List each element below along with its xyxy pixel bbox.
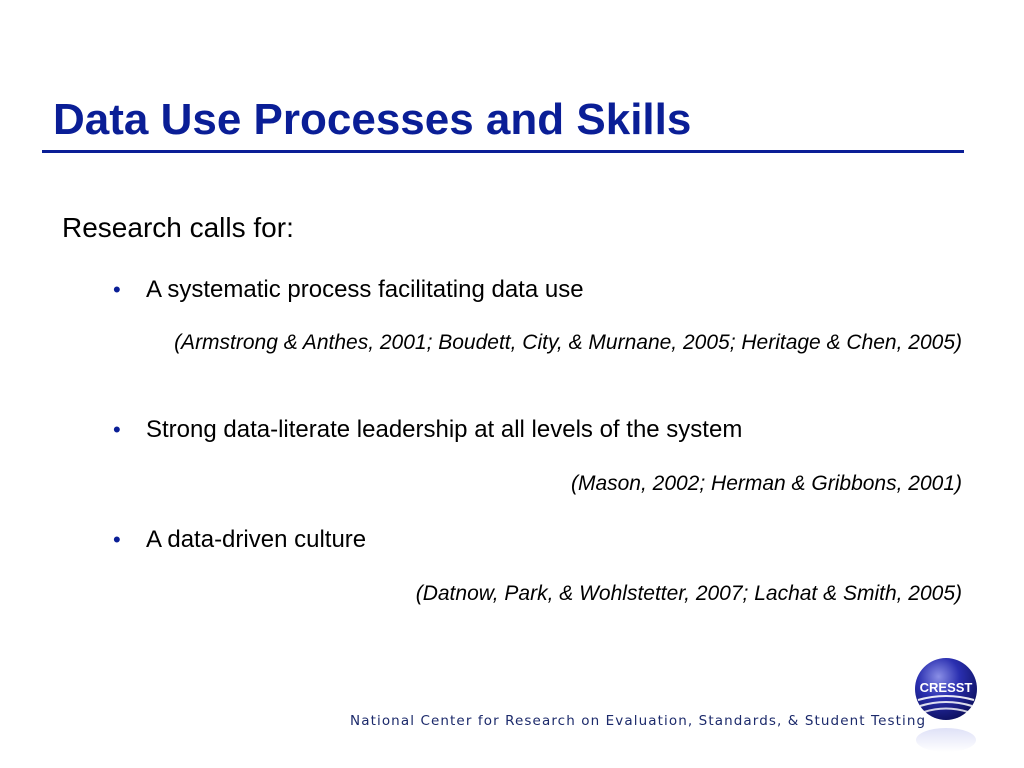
bullet-text: Strong data-literate leadership at all levels of the system (146, 416, 743, 443)
logo-wordmark: CRESST (919, 680, 973, 695)
citation-text: (Mason, 2002; Herman & Gribbons, 2001) (570, 472, 962, 495)
bullet-text: A data-driven culture (146, 526, 367, 553)
title-divider (42, 150, 964, 153)
bullet-dot-icon: • (113, 417, 121, 442)
bullet-dot-icon: • (113, 527, 121, 552)
citation-text: (Datnow, Park, & Wohlstetter, 2007; Lachat & Smith, 2005) (415, 582, 962, 605)
bullet-dot-icon: • (113, 277, 121, 302)
logo-reflection (916, 728, 976, 752)
cresst-logo (908, 656, 984, 756)
bullet-text: A systematic process facilitating data use (146, 276, 584, 303)
slide-title: Data Use Processes and Skills (53, 95, 692, 144)
citation-text: (Armstrong & Anthes, 2001; Boudett, City, & Murnane, 2005; Heritage & Chen, 2005) (174, 331, 962, 354)
intro-text: Research calls for: (62, 212, 294, 243)
footer-organization: National Center for Research on Evaluation, Standards, & Student Testing (350, 713, 927, 729)
